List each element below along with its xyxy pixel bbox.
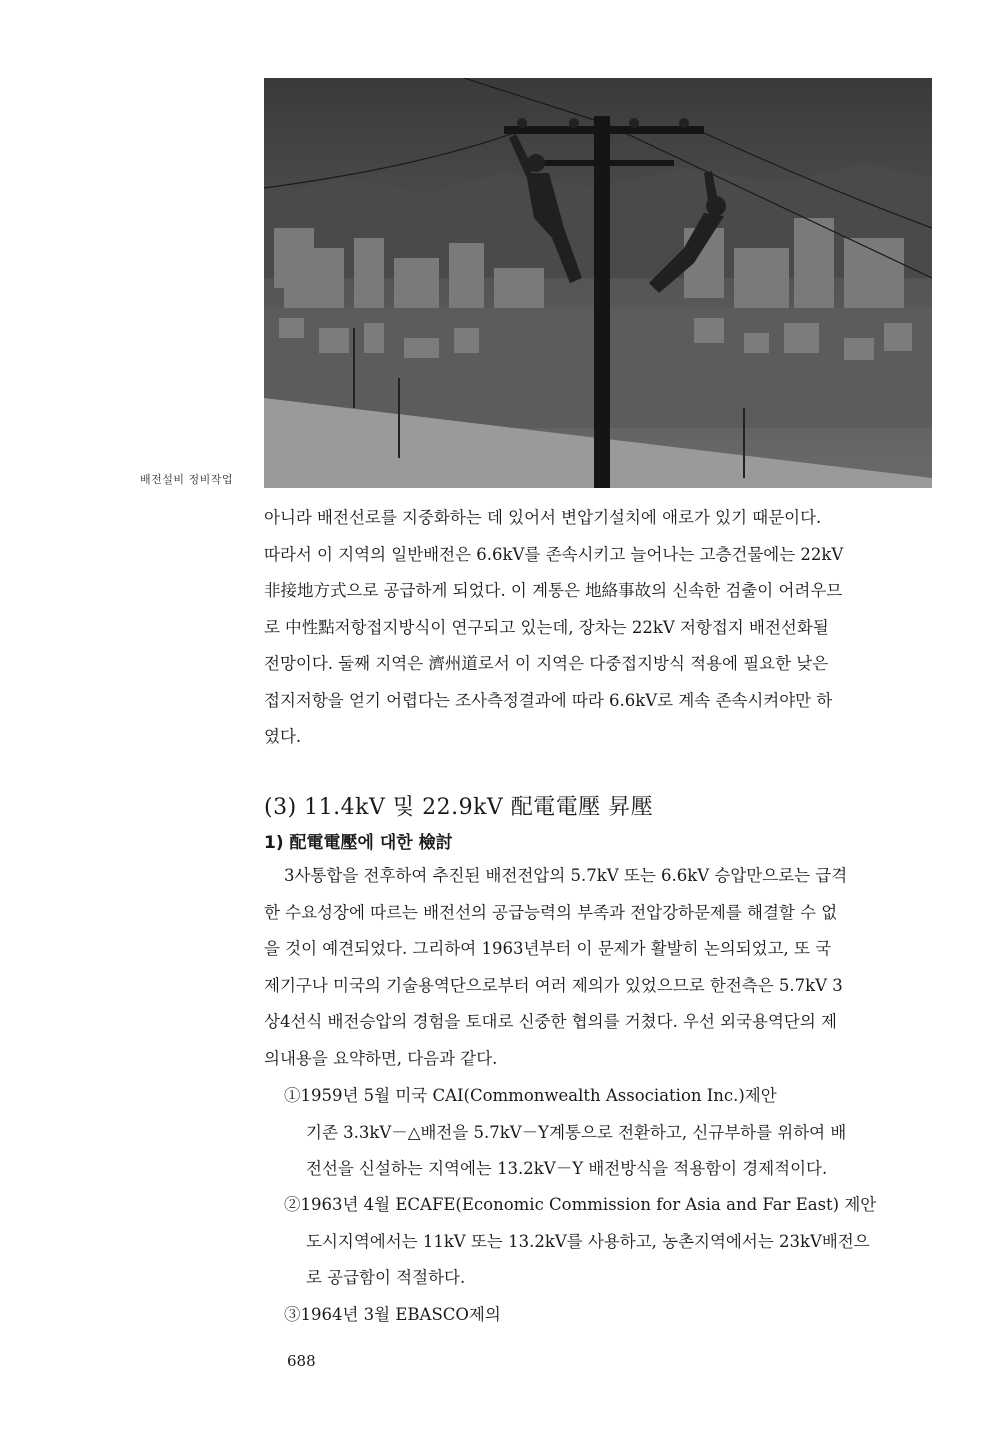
- list-item-heading: ②1963년 4월 ECAFE(Economic Commission for Asia and Far East) 제안: [284, 1195, 877, 1214]
- list-item-heading: ①1959년 5월 미국 CAI(Commonwealth Association Inc.)제안: [284, 1086, 777, 1105]
- text-line: 3사통합을 전후하여 추진된 배전전압의 5.7kV 또는 6.6kV 승압만으로는 급격: [284, 866, 848, 885]
- chapter-side-label: 배전설비 정비작업: [140, 473, 234, 486]
- text-line: 전망이다. 둘째 지역은 濟州道로서 이 지역은 다중접지방식 적용에 필요한 낮은: [264, 654, 829, 673]
- paragraph-voltage-review: [264, 858, 934, 1077]
- list-item-detail: 로 공급함이 적절하다.: [306, 1268, 466, 1287]
- text-line: 상4선식 배전승압의 경험을 토대로 신중한 협의를 거쳤다. 우선 외국용역단의 제: [264, 1012, 837, 1031]
- list-item-detail: 전선을 신설하는 지역에는 13.2kV－Y 배전방식을 적용함이 경제적이다.: [306, 1159, 828, 1178]
- list-item-detail: 도시지역에서는 11kV 또는 13.2kV를 사용하고, 농촌지역에서는 23kV배전으: [306, 1231, 870, 1251]
- list-item-cai-proposal: [284, 1078, 934, 1188]
- text-line: 제기구나 미국의 기술용역단으로부터 여러 제의가 있었으므로 한전측은 5.7kV 3: [264, 975, 843, 995]
- text-line: 의내용을 요약하면, 다음과 같다.: [264, 1048, 498, 1068]
- text-line: 을 것이 예견되었다. 그리하여 1963년부터 이 문제가 활발히 논의되었고, 또 국: [264, 939, 832, 958]
- text-line: 한 수요성장에 따르는 배전선의 공급능력의 부족과 전압강하문제를 해결할 수 없: [264, 902, 838, 922]
- paragraph-distribution-areas: [264, 500, 934, 756]
- photo-illustration: [264, 78, 932, 488]
- list-item-ecafe-proposal: [284, 1187, 934, 1297]
- photo-line-workers-on-pole: [264, 78, 932, 488]
- list-item-ebasco-proposal: [284, 1297, 934, 1334]
- text-line: 따라서 이 지역의 일반배전은 6.6kV를 존속시키고 늘어나는 고층건물에는 22kV: [264, 544, 844, 564]
- list-item-detail: 기존 3.3kV－△배전을 5.7kV－Y계통으로 전환하고, 신규부하를 위하여 배: [306, 1122, 847, 1142]
- page-number: 688: [287, 1352, 316, 1370]
- text-line: 非接地方式으로 공급하게 되었다. 이 계통은 地絡事故의 신속한 검출이 어려우므: [264, 581, 843, 600]
- sub-heading: 1) 配電電壓에 대한 檢討: [264, 833, 453, 853]
- text-line: 였다.: [264, 727, 302, 746]
- text-line: 접지저항을 얻기 어렵다는 조사측정결과에 따라 6.6kV로 계속 존속시켜야만 하: [264, 690, 833, 710]
- text-line: 아니라 배전선로를 지중화하는 데 있어서 변압기설치에 애로가 있기 때문이다.: [264, 508, 822, 527]
- list-item-heading: ③1964년 3월 EBASCO제의: [284, 1305, 501, 1324]
- section-heading: (3) 11.4kV 및 22.9kV 配電電壓 昇壓: [264, 795, 654, 820]
- text-line: 로 中性點저항접지방식이 연구되고 있는데, 장차는 22kV 저항접지 배전선화될: [264, 617, 829, 637]
